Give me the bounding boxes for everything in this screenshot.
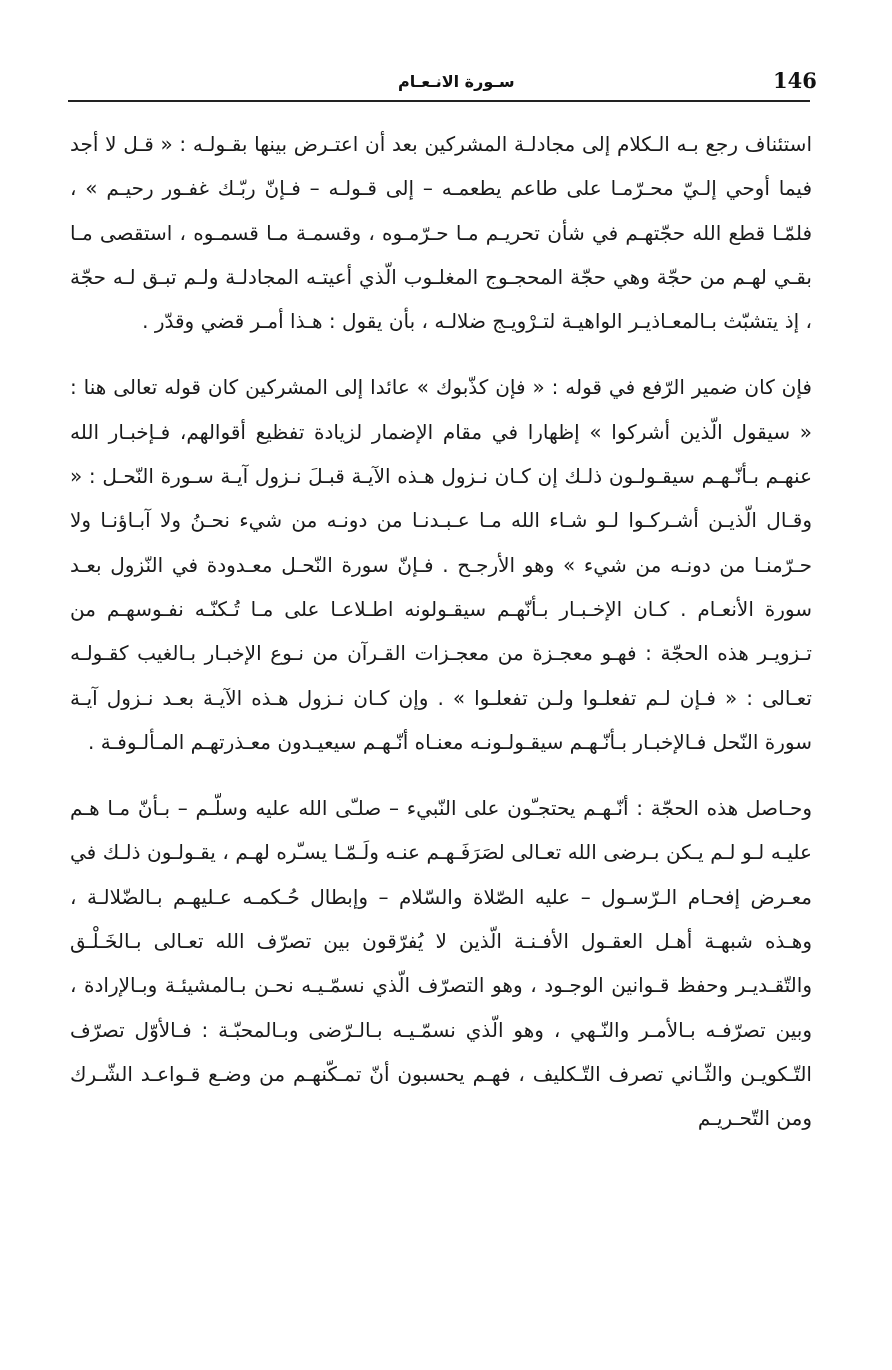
paragraph-3: وحـاصل هذه الحجّة : أنّـهـم يحتجـّون على النّبيء – صلـّى الله عليه وسلّـم – بـأنّ مـا هـم عليـه لـو لـم يـكن بـرضى الله تعـالى لصَرَفَـهـم عنـه ولَـمّـا يسـّره لهـم ، يقـولـون ذلـك في معـرض إفحـام الـرّسـول – عليه الصّلاة والسّلام – وإبطال حُـكمـه عـليهـم بـالضّلالـة ، وهـذه شبهـة أهـل العقـول الأفـنـة الّذين لا يُفرّقون بين تصرّف الله تعـالى بـالخَـلْـق والتّقـديـر وحفظ قـوانين الوجـود ، وهو التصرّف الّذي نسمّـيـه نحـن بـالمشيئـة وبـالإرادة ، وبين تصرّفـه بـالأمـر والنّـهي ، وهو الّذي نسمّـيـه بـالـرّضى وبـالمحبّـة : فـالأوّل تصرّف التّـكويـن والثّـاني تصرف التّـكليف ، فهـم يحسبون أنّ تمـكّنهـم من وضـع قـواعـد الشّـرك ومن التّحـريـم <box>70 796 812 1131</box>
header-rule <box>68 100 810 102</box>
paragraph-1: استئناف رجع بـه الـكلام إلى مجادلـة المشركين بعد أن اعتـرض بينها بقـولـه : « قـل لا أجد فيما أوحي إلـيّ محـرّمـا على طاعم يطعمـه – إلى قـولـه – فـإنّ ربّـك غفـور رحيـم » ، فلمّـا قطع الله حجّتهـم في شأن تحريـم مـا حـرّمـوه ، وقسمـة مـا قسمـوه ، استقصى مـا بقـي لهـم من حجّة وهي حجّة المحجـوج المغلـوب الّذي أعيتـه المجادلـة ولـم تبـق لـه حجّة ، إذ يتشبّث بـالمعـاذيـر الواهيـة لتـرْويـج ضلالـه ، بأن يقول : هـذا أمـر قضي وقدّر . <box>70 132 812 334</box>
running-title: سـورة الانـعـام <box>398 72 515 91</box>
page-number: 146 <box>773 68 817 93</box>
body-text <box>70 122 812 1141</box>
paragraph-2: فإن كان ضمير الرّفع في قوله : « فإن كذّبوك » عائدا إلى المشركين كان قوله تعالى هنا : « سيقول الّذين أشركوا » إظهارا في مقام الإضمار لزيادة تفظيع أقوالهم، فـإخبـار الله عنهـم بـأنّـهـم سيقـولـون ذلـك إن كـان نـزول هـذه الآيـة قبـلَ نـزول آيـة سـورة النّحـل : « وقـال الّذيـن أشـركـوا لـو شـاء الله مـا عـبـدنـا من دونـه من شيء نحـنُ ولا آبـاؤنـا ولا حـرّمنـا من دونـه من شيء » وهو الأرجـح . فـإنّ سورة النّحـل معـدودة في النّزول بعـد سورة الأنعـام . كـان الإخـبـار بـأنّهـم سيقـولونه اطـلاعـا على مـا تُـكنّـه نفـوسهـم من تـزويـر هذه الحجّة : فهـو معجـزة من معجـزات القـرآن من نـوع الإخبـار بـالغيب كقـولـه تعـالى : « فـإن لـم تفعلـوا ولـن تفعلـوا » . وإن كـان نـزول هـذه الآيـة بعـد نـزول آيـة سورة النّحل فـالإخبـار بـأنّـهـم سيقـولـونـه معنـاه أنّـهـم سيعيـدون معـذرتهـم المـألـوفـة . <box>70 375 812 754</box>
page-header <box>68 64 817 104</box>
